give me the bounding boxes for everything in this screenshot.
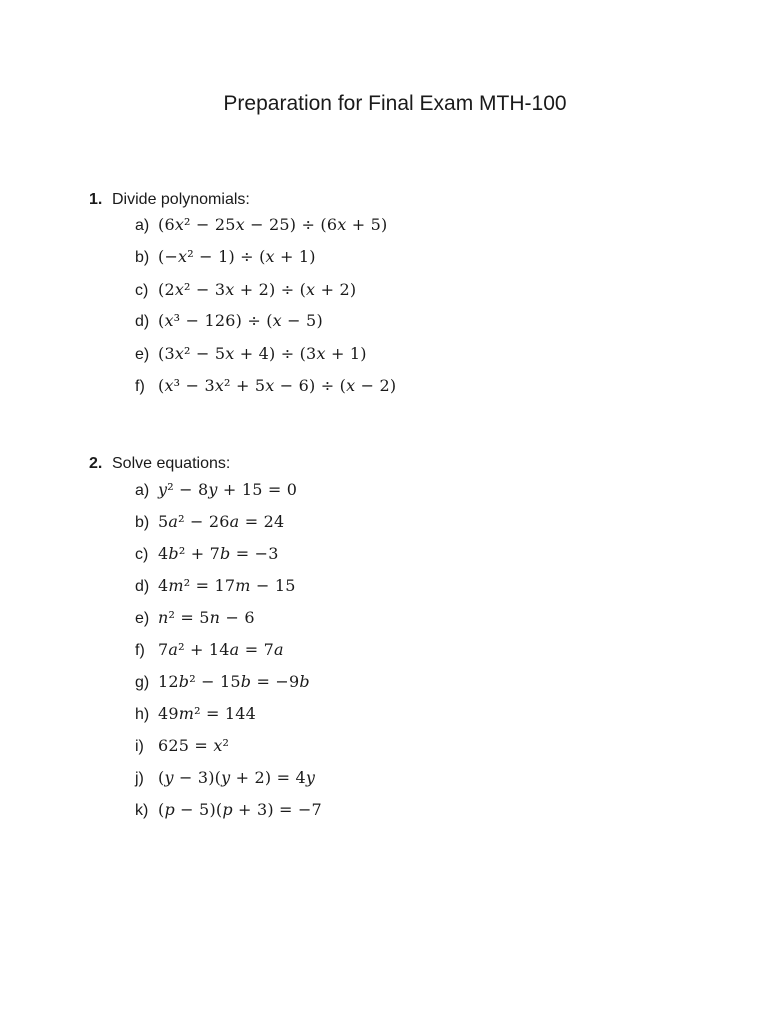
problem-expression: (2𝑥² − 3𝑥 + 2) ÷ (𝑥 + 2) bbox=[158, 280, 357, 299]
problem-letter: g) bbox=[135, 674, 150, 691]
problem-letter: f) bbox=[135, 378, 145, 395]
problem-1d bbox=[135, 309, 323, 333]
problem-2i bbox=[135, 734, 229, 758]
problem-letter: c) bbox=[135, 282, 149, 299]
problem-2e bbox=[135, 606, 255, 630]
problem-expression: (3𝑥² − 5𝑥 + 4) ÷ (3𝑥 + 1) bbox=[158, 344, 367, 363]
problem-2a bbox=[135, 478, 297, 502]
section-heading-text: Solve equations: bbox=[112, 455, 231, 472]
problem-expression: (𝑝 − 5)(𝑝 + 3) = −7 bbox=[158, 800, 322, 819]
problem-expression: 12𝑏² − 15𝑏 = −9𝑏 bbox=[158, 672, 310, 691]
problem-letter: e) bbox=[135, 610, 150, 627]
problem-1b bbox=[135, 245, 316, 269]
problem-expression: 7𝑎² + 14𝑎 = 7𝑎 bbox=[158, 640, 284, 659]
problem-expression: 4𝑚² = 17𝑚 − 15 bbox=[158, 576, 296, 595]
problem-letter: d) bbox=[135, 578, 150, 595]
problem-letter: i) bbox=[135, 738, 144, 755]
problem-letter: k) bbox=[135, 802, 149, 819]
section-heading-solve-equations bbox=[89, 455, 230, 473]
problem-letter: c) bbox=[135, 546, 149, 563]
problem-1f bbox=[135, 374, 396, 398]
problem-2g bbox=[135, 670, 310, 694]
section-number: 1. bbox=[89, 191, 103, 208]
problem-letter: a) bbox=[135, 217, 150, 234]
problem-1a bbox=[135, 213, 387, 237]
problem-1e bbox=[135, 342, 367, 366]
problem-1c bbox=[135, 278, 356, 302]
problem-expression: (6𝑥² − 25𝑥 − 25) ÷ (6𝑥 + 5) bbox=[158, 215, 388, 234]
problem-2f bbox=[135, 638, 284, 662]
section-number: 2. bbox=[89, 455, 103, 472]
problem-2k bbox=[135, 798, 322, 822]
problem-letter: b) bbox=[135, 514, 150, 531]
problem-expression: (𝑥³ − 126) ÷ (𝑥 − 5) bbox=[158, 311, 323, 330]
problem-letter: d) bbox=[135, 313, 150, 330]
problem-letter: j) bbox=[135, 770, 144, 787]
problem-expression: (𝑥³ − 3𝑥² + 5𝑥 − 6) ÷ (𝑥 − 2) bbox=[158, 376, 397, 395]
problem-2c bbox=[135, 542, 279, 566]
page-title: Preparation for Final Exam MTH-100 bbox=[223, 92, 567, 115]
problem-expression: 𝑦² − 8𝑦 + 15 = 0 bbox=[158, 480, 298, 499]
problem-2b bbox=[135, 510, 284, 534]
section-heading-divide-polynomials bbox=[89, 191, 250, 209]
problem-letter: b) bbox=[135, 249, 150, 266]
problem-letter: h) bbox=[135, 706, 150, 723]
problem-2j bbox=[135, 766, 315, 790]
problem-2h bbox=[135, 702, 256, 726]
problem-expression: 49𝑚² = 144 bbox=[158, 704, 257, 723]
problem-expression: (𝑦 − 3)(𝑦 + 2) = 4𝑦 bbox=[158, 768, 316, 787]
problem-expression: 625 = 𝑥² bbox=[158, 736, 230, 755]
problem-expression: 𝑛² = 5𝑛 − 6 bbox=[158, 608, 255, 627]
section-heading-text: Divide polynomials: bbox=[112, 191, 250, 208]
problem-expression: 5𝑎² − 26𝑎 = 24 bbox=[158, 512, 285, 531]
problem-2d bbox=[135, 574, 296, 598]
problem-letter: a) bbox=[135, 482, 150, 499]
problem-expression: (−𝑥² − 1) ÷ (𝑥 + 1) bbox=[158, 247, 316, 266]
problem-letter: e) bbox=[135, 346, 150, 363]
problem-letter: f) bbox=[135, 642, 145, 659]
problem-expression: 4𝑏² + 7𝑏 = −3 bbox=[158, 544, 279, 563]
